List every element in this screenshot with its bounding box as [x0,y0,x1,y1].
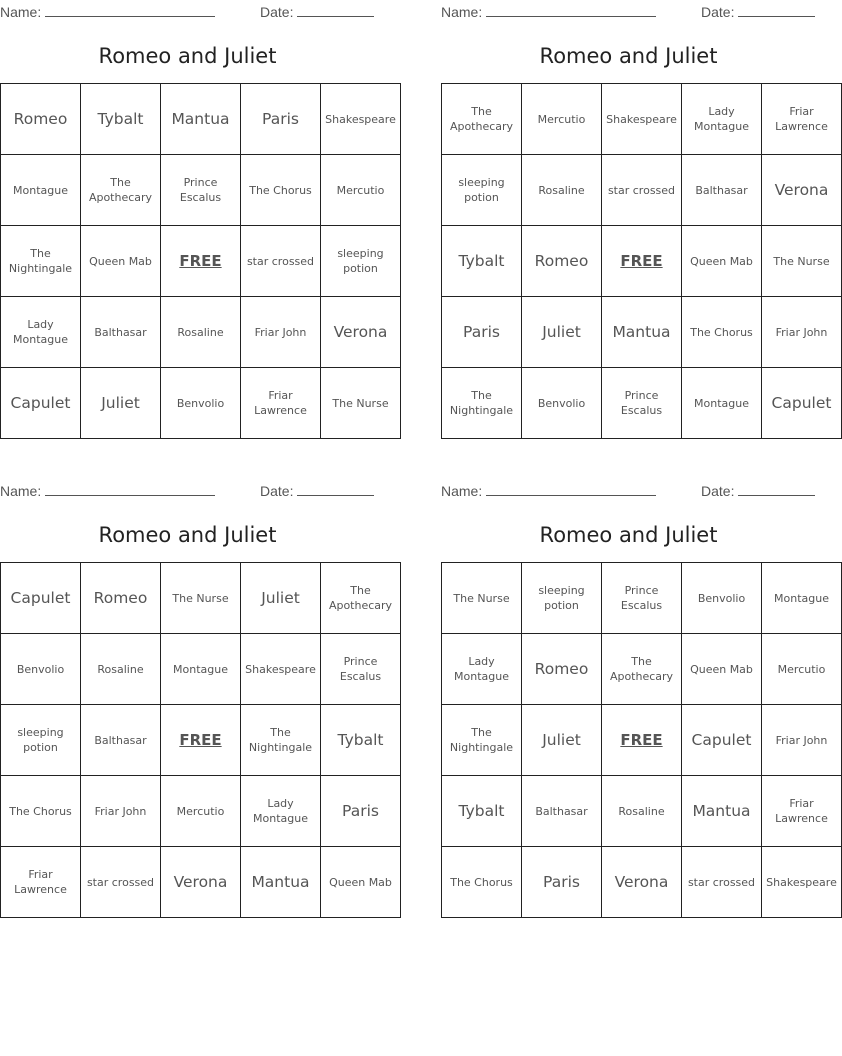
bingo-cell: sleeping potion [442,155,522,226]
bingo-grid [0,562,401,918]
bingo-cell: Capulet [762,368,842,439]
bingo-cell: The Apothecary [81,155,161,226]
bingo-row [1,226,401,297]
bingo-cell: Benvolio [682,563,762,634]
bingo-cell: Lady Montague [442,634,522,705]
bingo-cell: star crossed [602,155,682,226]
bingo-cell: Paris [321,776,401,847]
bingo-cell: Verona [321,297,401,368]
date-label: Date: [701,483,735,499]
bingo-cell: Friar Lawrence [1,847,81,918]
bingo-cell: Lady Montague [682,84,762,155]
bingo-cell: Prince Escalus [602,368,682,439]
bingo-card [441,0,832,417]
name-field [441,481,656,499]
bingo-cell: Queen Mab [682,634,762,705]
bingo-row [442,634,842,705]
bingo-cell: sleeping potion [321,226,401,297]
bingo-cell: Friar Lawrence [762,776,842,847]
bingo-row [442,297,842,368]
card-title: Romeo and Juliet [539,44,718,68]
name-field [0,481,215,499]
bingo-cell: star crossed [81,847,161,918]
date-field [260,2,374,20]
bingo-cell: Capulet [1,368,81,439]
bingo-cell: Prince Escalus [321,634,401,705]
free-space-cell: FREE [161,226,241,297]
bingo-cell: Juliet [241,563,321,634]
bingo-cell: Romeo [522,634,602,705]
bingo-cell: Benvolio [1,634,81,705]
card-header [441,479,816,501]
bingo-cell: Verona [602,847,682,918]
card-header [441,0,816,22]
date-label: Date: [260,483,294,499]
name-blank-line[interactable] [45,2,215,17]
bingo-cell: Tybalt [442,226,522,297]
bingo-card [0,479,393,896]
bingo-cell: The Nightingale [442,705,522,776]
bingo-row [1,297,401,368]
date-label: Date: [701,4,735,20]
bingo-cell: Friar John [241,297,321,368]
card-title: Romeo and Juliet [98,523,277,547]
bingo-cell: Balthasar [81,297,161,368]
bingo-cell: Juliet [522,705,602,776]
bingo-cell: The Nurse [321,368,401,439]
bingo-cell: Benvolio [522,368,602,439]
bingo-cell: star crossed [682,847,762,918]
bingo-cell: Mantua [602,297,682,368]
date-blank-line[interactable] [297,481,374,496]
bingo-row [442,847,842,918]
bingo-cell: Juliet [81,368,161,439]
bingo-row [442,368,842,439]
bingo-cell: Mercutio [522,84,602,155]
bingo-cell: Prince Escalus [161,155,241,226]
bingo-cell: Shakespeare [762,847,842,918]
card-header [0,0,375,22]
bingo-cell: The Chorus [682,297,762,368]
bingo-cell: Rosaline [602,776,682,847]
bingo-cell: The Chorus [1,776,81,847]
free-space-cell: FREE [161,705,241,776]
bingo-cell: sleeping potion [1,705,81,776]
bingo-cell: Juliet [522,297,602,368]
bingo-cell: Verona [161,847,241,918]
bingo-row [442,155,842,226]
bingo-row [442,705,842,776]
date-blank-line[interactable] [738,2,815,17]
name-label: Name: [0,4,42,20]
bingo-cell: Friar Lawrence [762,84,842,155]
bingo-cell: The Nurse [762,226,842,297]
bingo-cell: Mercutio [321,155,401,226]
free-space-cell: FREE [602,226,682,297]
bingo-row [1,705,401,776]
bingo-cell: Shakespeare [602,84,682,155]
bingo-cell: The Chorus [442,847,522,918]
bingo-row [1,634,401,705]
bingo-row [1,155,401,226]
name-blank-line[interactable] [45,481,215,496]
bingo-cell: Prince Escalus [602,563,682,634]
bingo-cell: The Apothecary [602,634,682,705]
bingo-cell: Shakespeare [241,634,321,705]
date-label: Date: [260,4,294,20]
bingo-cell: sleeping potion [522,563,602,634]
bingo-cell: The Nightingale [1,226,81,297]
name-field [0,2,215,20]
bingo-cell: Balthasar [81,705,161,776]
bingo-cell: Friar Lawrence [241,368,321,439]
bingo-cell: Tybalt [442,776,522,847]
bingo-cell: Friar John [762,705,842,776]
bingo-cell: Lady Montague [1,297,81,368]
date-blank-line[interactable] [738,481,815,496]
bingo-cell: Paris [241,84,321,155]
bingo-cell: Romeo [522,226,602,297]
bingo-cell: Balthasar [682,155,762,226]
bingo-card [441,479,837,891]
bingo-cell: Benvolio [161,368,241,439]
bingo-cell: Montague [762,563,842,634]
bingo-row [1,847,401,918]
bingo-cell: The Apothecary [321,563,401,634]
bingo-row [1,84,401,155]
bingo-cell: The Chorus [241,155,321,226]
bingo-cell: Montague [161,634,241,705]
name-label: Name: [441,4,483,20]
bingo-cell: The Nightingale [442,368,522,439]
bingo-cell: Montague [682,368,762,439]
bingo-grid [441,83,842,439]
card-header [0,479,375,501]
bingo-cell: Rosaline [161,297,241,368]
bingo-cell: Rosaline [522,155,602,226]
free-space-cell: FREE [602,705,682,776]
bingo-cell: Rosaline [81,634,161,705]
bingo-cell: The Nurse [161,563,241,634]
bingo-cell: Mercutio [161,776,241,847]
bingo-cell: Tybalt [321,705,401,776]
bingo-row [442,776,842,847]
name-field [441,2,656,20]
bingo-cell: Mantua [682,776,762,847]
bingo-cell: Montague [1,155,81,226]
bingo-cell: Friar John [81,776,161,847]
card-title: Romeo and Juliet [98,44,277,68]
date-field [701,481,815,499]
bingo-cell: Queen Mab [81,226,161,297]
bingo-cell: Capulet [1,563,81,634]
bingo-cell: Paris [442,297,522,368]
bingo-row [442,84,842,155]
name-label: Name: [0,483,42,499]
bingo-cell: Lady Montague [241,776,321,847]
bingo-cell: Verona [762,155,842,226]
bingo-cell: Mantua [161,84,241,155]
bingo-cell: Shakespeare [321,84,401,155]
bingo-cell: Mercutio [762,634,842,705]
bingo-cell: Mantua [241,847,321,918]
bingo-cell: star crossed [241,226,321,297]
bingo-cell: Balthasar [522,776,602,847]
date-field [260,481,374,499]
bingo-cell: Romeo [1,84,81,155]
bingo-cell: Romeo [81,563,161,634]
date-blank-line[interactable] [297,2,374,17]
date-field [701,2,815,20]
bingo-cell: The Nurse [442,563,522,634]
bingo-row [442,226,842,297]
bingo-cell: Queen Mab [682,226,762,297]
bingo-cell: Paris [522,847,602,918]
bingo-cell: Capulet [682,705,762,776]
bingo-row [1,563,401,634]
bingo-row [1,776,401,847]
bingo-grid [0,83,401,439]
bingo-cell: Tybalt [81,84,161,155]
bingo-card [0,0,396,417]
bingo-row [442,563,842,634]
bingo-cell: Queen Mab [321,847,401,918]
name-blank-line[interactable] [486,2,656,17]
name-label: Name: [441,483,483,499]
bingo-cell: The Nightingale [241,705,321,776]
bingo-cell: The Apothecary [442,84,522,155]
bingo-cell: Friar John [762,297,842,368]
name-blank-line[interactable] [486,481,656,496]
bingo-row [1,368,401,439]
bingo-grid [441,562,842,918]
card-title: Romeo and Juliet [539,523,718,547]
